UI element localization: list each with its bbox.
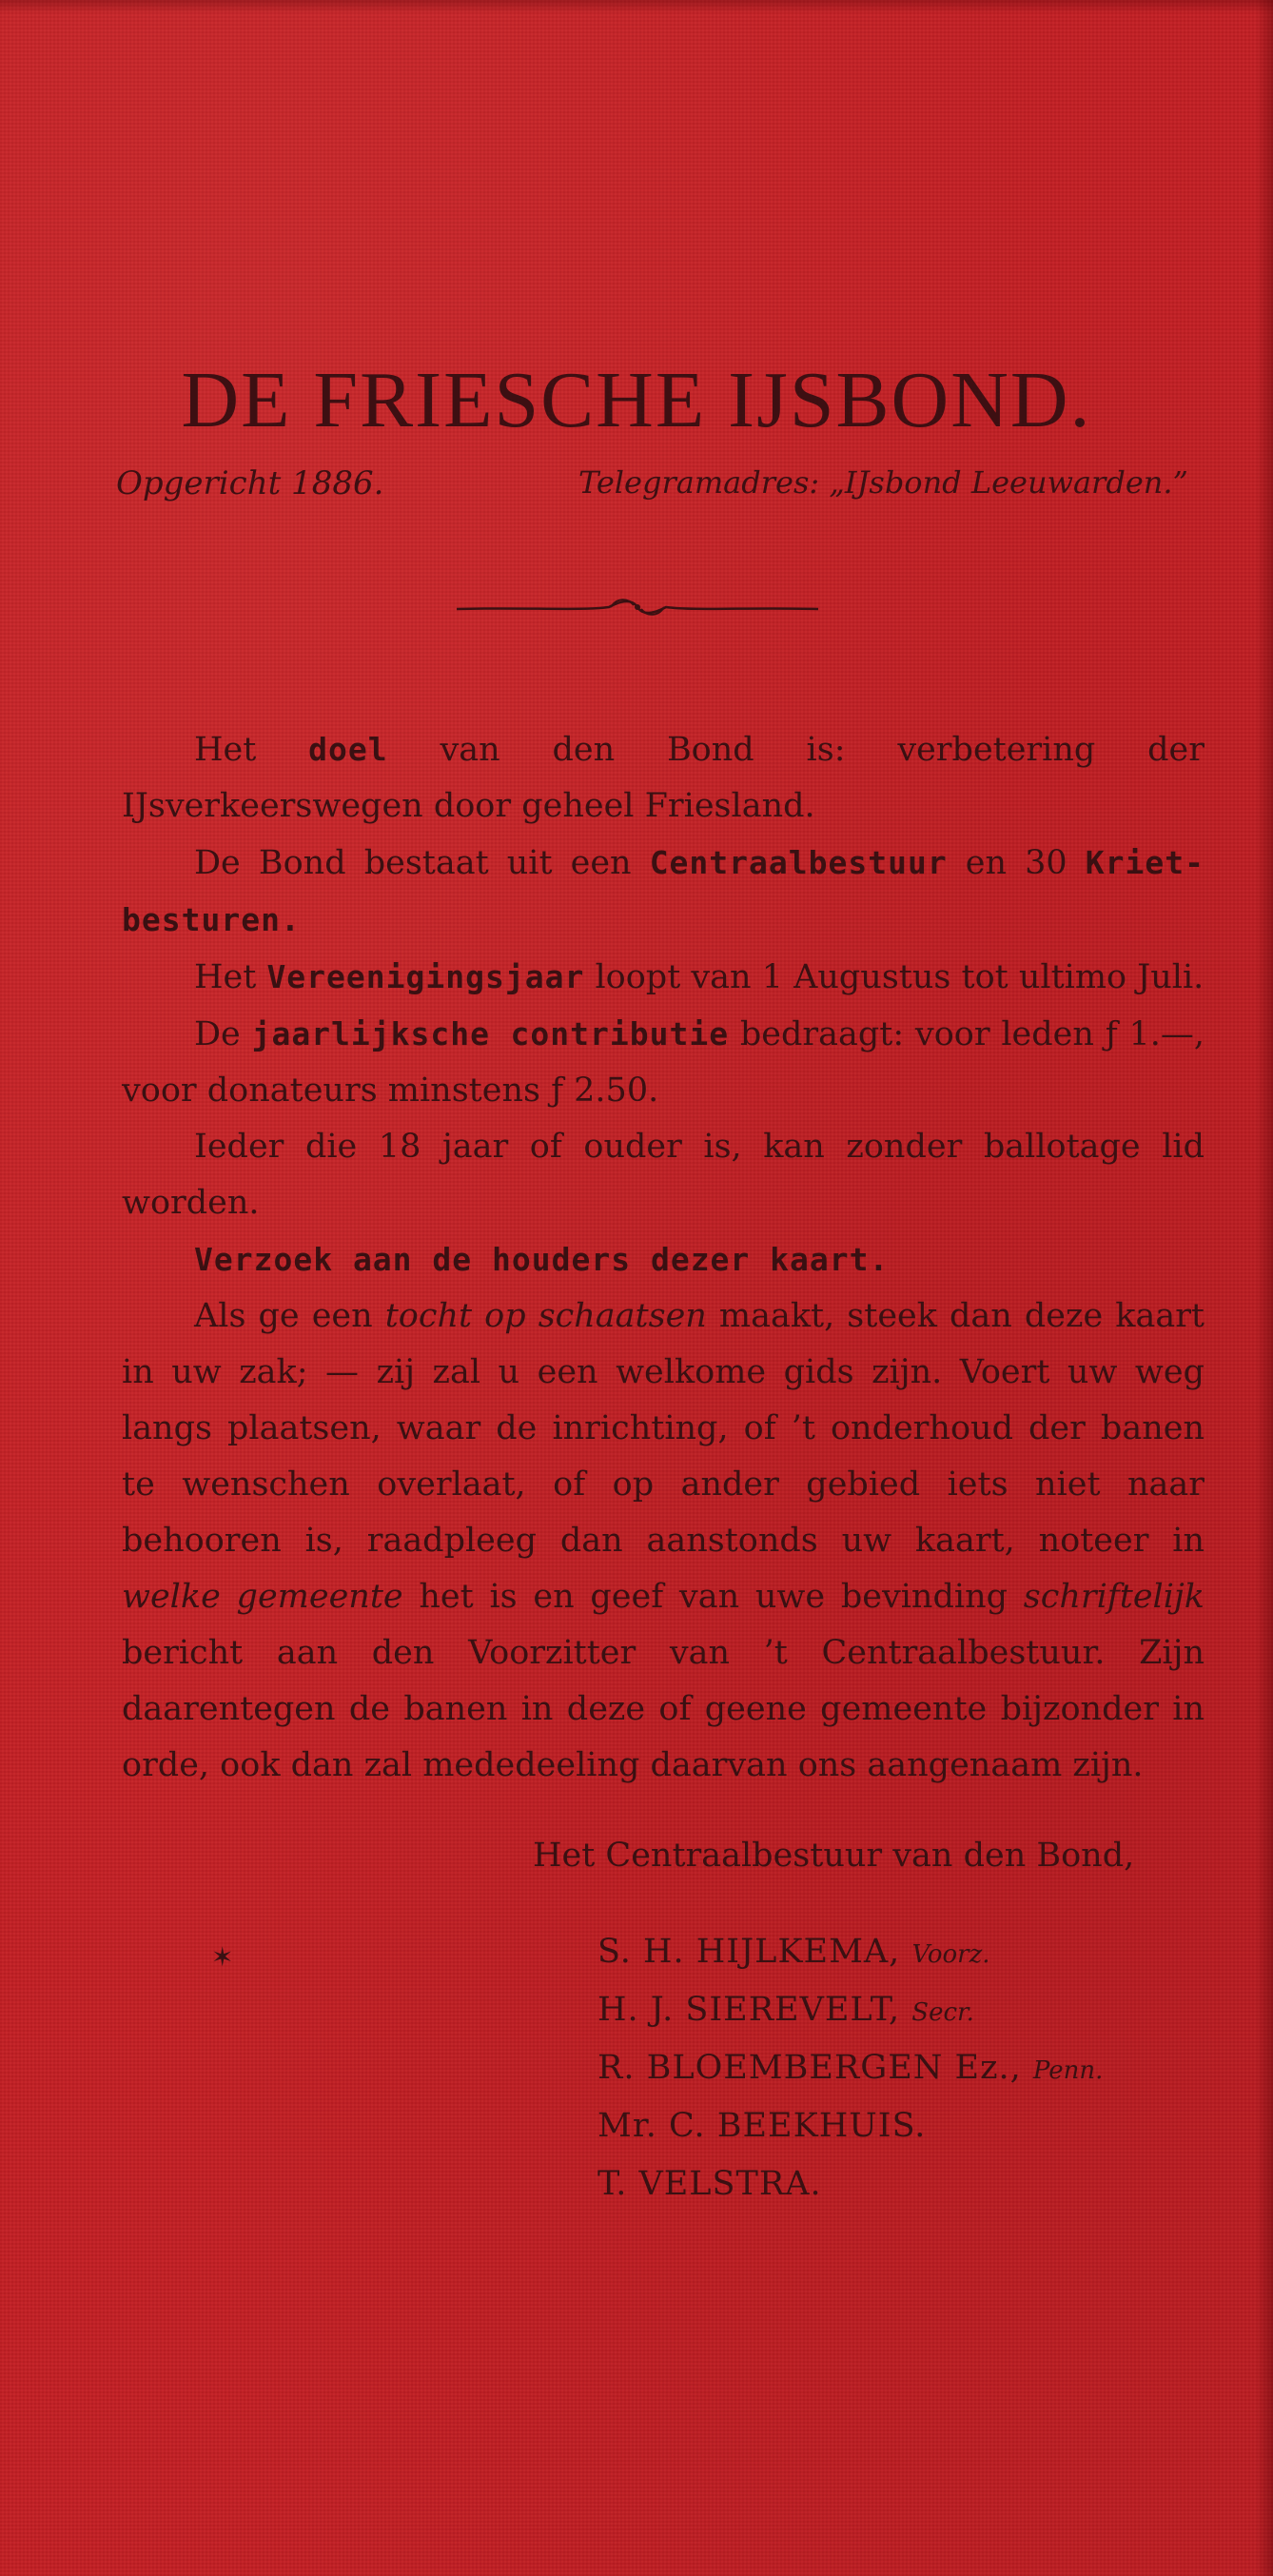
flourish-ornament-icon xyxy=(447,590,828,624)
request-heading xyxy=(122,1231,1204,1288)
bold-term: doel xyxy=(308,731,388,768)
italic-term: schriftelijk xyxy=(1023,1578,1204,1616)
paragraph-contribution xyxy=(122,1006,1204,1119)
text-span: Het xyxy=(194,958,267,996)
list-item xyxy=(597,2156,1206,2214)
member-role: Penn. xyxy=(1032,2056,1104,2085)
member-name: S. H. HIJLKEMA, xyxy=(597,1933,912,1971)
list-item xyxy=(597,1924,1206,1982)
telegram-address: Telegramadres: „IJsbond Leeuwarden.” xyxy=(578,464,1188,501)
text-span: De xyxy=(194,1015,252,1053)
board-members-list xyxy=(597,1924,1206,2214)
paragraph-year xyxy=(122,949,1204,1006)
text-span: Ieder die 18 jaar of ouder is, kan zonder ballotage lid worden. xyxy=(122,1128,1204,1222)
asterisk-icon: ✶ xyxy=(211,1941,234,1973)
member-name: Mr. C. BEEKHUIS. xyxy=(597,2107,927,2145)
paragraph-membership xyxy=(122,1119,1204,1231)
paragraph-goal xyxy=(122,721,1204,835)
bold-term: Kriet-besturen. xyxy=(122,844,1204,938)
bold-term: jaarlijksche contributie xyxy=(251,1015,730,1052)
member-role: Secr. xyxy=(911,1998,974,2027)
text-span: van den Bond is: verbetering der IJsverkeerswegen door geheel Friesland. xyxy=(122,731,1204,825)
text-span: bericht aan den Voorzitter van ’t Centraalbestuur. Zijn daarentegen de banen in deze of geene gemeente bijzonder in orde, ook dan zal mededeeling daarvan ons aangenaam zijn. xyxy=(122,1634,1204,1784)
text-span: De Bond bestaat uit een xyxy=(194,844,650,882)
section-heading: Verzoek aan de houders dezer kaart. xyxy=(194,1241,890,1278)
bold-term: Vereenigingsjaar xyxy=(266,958,585,995)
paragraph-structure xyxy=(122,835,1204,949)
signoff-line: Het Centraalbestuur van den Bond, xyxy=(533,1837,1135,1875)
card-body xyxy=(122,721,1204,1794)
italic-term: tocht op schaatsen xyxy=(384,1297,707,1335)
text-span: bedraagt: voor leden ƒ 1.—, voor donateurs minstens ƒ 2.50. xyxy=(122,1015,1204,1110)
italic-term: welke gemeente xyxy=(122,1578,403,1616)
text-span: Het xyxy=(194,731,309,769)
text-span: Als ge een xyxy=(194,1297,385,1335)
text-span: loopt van 1 Augustus tot ultimo Juli. xyxy=(584,958,1204,996)
member-name: T. VELSTRA. xyxy=(597,2165,822,2203)
member-role: Voorz. xyxy=(911,1940,990,1969)
paragraph-request xyxy=(122,1288,1204,1794)
text-span: en 30 xyxy=(947,844,1086,882)
member-name: R. BLOEMBERGEN Ez., xyxy=(597,2049,1033,2087)
text-span: het is en geef van uwe bevinding xyxy=(402,1578,1024,1616)
bold-term: Centraalbestuur xyxy=(649,844,948,881)
founded-line: Opgericht 1886. xyxy=(116,464,384,502)
list-item xyxy=(597,2098,1206,2156)
list-item xyxy=(597,2040,1206,2098)
page-title: DE FRIESCHE IJSBOND. xyxy=(181,356,1092,444)
member-name: H. J. SIEREVELT, xyxy=(597,1991,912,2029)
text-span: maakt, steek dan deze kaart in uw zak; — zij zal u een welkome gids zijn. Voert uw weg langs plaatsen, waar de inrichting, of ’t onderhoud der banen te wenschen overlaat, of op ander gebied iets niet naar behooren is, raadpleeg dan aanstonds uw kaart, noteer in xyxy=(122,1297,1204,1560)
card-top-edge xyxy=(0,0,1273,13)
list-item xyxy=(597,1982,1206,2040)
